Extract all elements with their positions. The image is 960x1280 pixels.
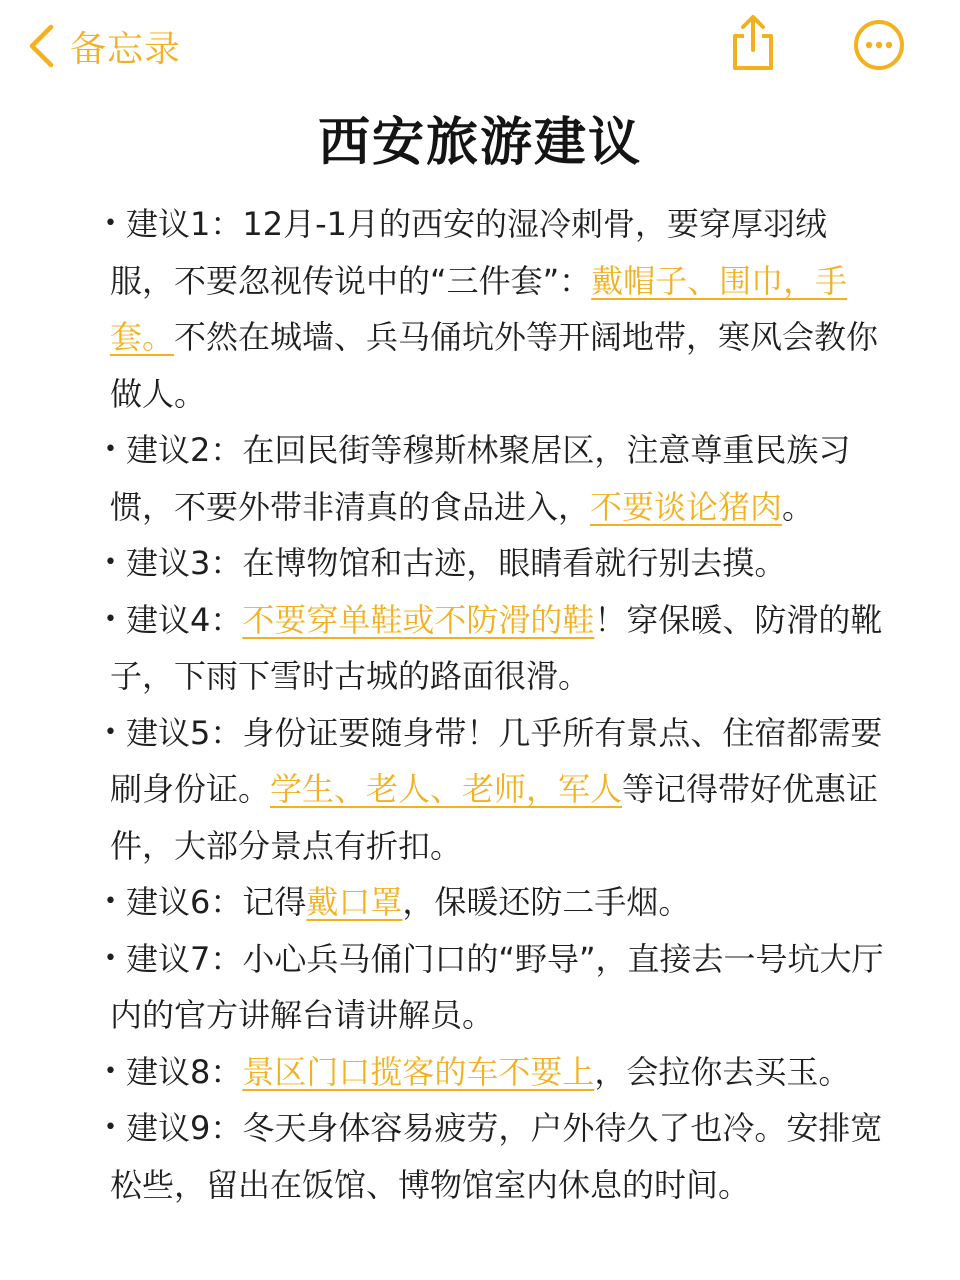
bullet-icon: • (104, 1058, 117, 1084)
tip-text: 建议7：小心兵马俑门口的“野导”，直接去一号坑大厅内的官方讲解台请讲解员。 (110, 939, 884, 1034)
bullet-icon: • (104, 1115, 117, 1140)
tip-text: 建议3：在博物馆和古迹，眼睛看就行别去摸。 (126, 544, 787, 582)
tip-highlight: 景区门口揽客的车不要上 (242, 1052, 595, 1091)
tip-text: 建议1：12月-1月的西安的湿冷刺骨，要穿厚羽绒服，不要忽视传说中的“三件套”： (110, 205, 827, 300)
tip-item (104, 931, 890, 1044)
back-label: 备忘录 (70, 28, 182, 70)
more-icon (852, 57, 906, 76)
bullet-icon: • (104, 945, 117, 971)
note-body (104, 196, 890, 1213)
tip-item (104, 874, 890, 931)
tip-item (104, 705, 890, 875)
bullet-icon: • (104, 719, 117, 745)
note-title: 西安旅游建议 (317, 113, 642, 173)
tip-text: 建议9：冬天身体容易疲劳，户外待久了也冷。安排宽松些，留出在饭馆、博物馆室内休息的时间。 (110, 1109, 883, 1204)
navigation-bar (0, 0, 960, 96)
tip-text-tail: 不然在城墙、兵马俑坑外等开阔地带，寒风会教你做人。 (110, 318, 879, 413)
tip-item (104, 422, 890, 535)
tip-text-tail: ，保暖还防二手烟。 (402, 883, 691, 921)
share-button[interactable] (728, 14, 778, 76)
tip-text: 建议2：在回民街等穆斯林聚居区，注意尊重民族习惯，不要外带非清真的食品进入， (110, 431, 851, 526)
tip-text-tail: ，会拉你去买玉。 (594, 1052, 851, 1091)
tip-item (104, 1100, 890, 1213)
chevron-left-icon (26, 23, 56, 69)
tip-text: 建议6：记得 (126, 883, 307, 921)
tip-highlight: 学生、老人、老师，军人 (270, 770, 623, 808)
bullet-icon: • (104, 550, 117, 575)
tip-highlight: 不要穿单鞋或不防滑的鞋 (242, 600, 595, 639)
tip-highlight: 不要谈论猪肉 (590, 487, 783, 526)
tip-item (104, 592, 890, 705)
tip-text-tail: ！穿保暖、防滑的靴子，下雨下雪时古城的路面很滑。 (110, 600, 883, 695)
share-icon (728, 57, 778, 76)
tip-highlight: 戴口罩 (306, 883, 403, 921)
bullet-icon: • (104, 889, 117, 914)
tip-text-tail: 。 (782, 487, 815, 526)
back-button[interactable] (26, 18, 181, 74)
tip-item (104, 535, 890, 592)
tip-text-tail: 等记得带好优惠证件，大部分景点有折扣。 (110, 770, 879, 865)
more-button[interactable] (852, 18, 906, 76)
tip-text: 建议8： (126, 1052, 243, 1091)
tip-highlight: 戴帽子、围巾，手套。 (110, 261, 848, 356)
bullet-icon: • (104, 606, 117, 632)
tip-text: 建议4： (126, 600, 243, 639)
tip-item (104, 196, 890, 422)
tip-item (104, 1044, 890, 1101)
tip-text: 建议5：身份证要随身带！几乎所有景点、住宿都需要刷身份证。 (110, 713, 883, 808)
bullet-icon: • (104, 437, 117, 462)
bullet-icon: • (104, 211, 117, 236)
